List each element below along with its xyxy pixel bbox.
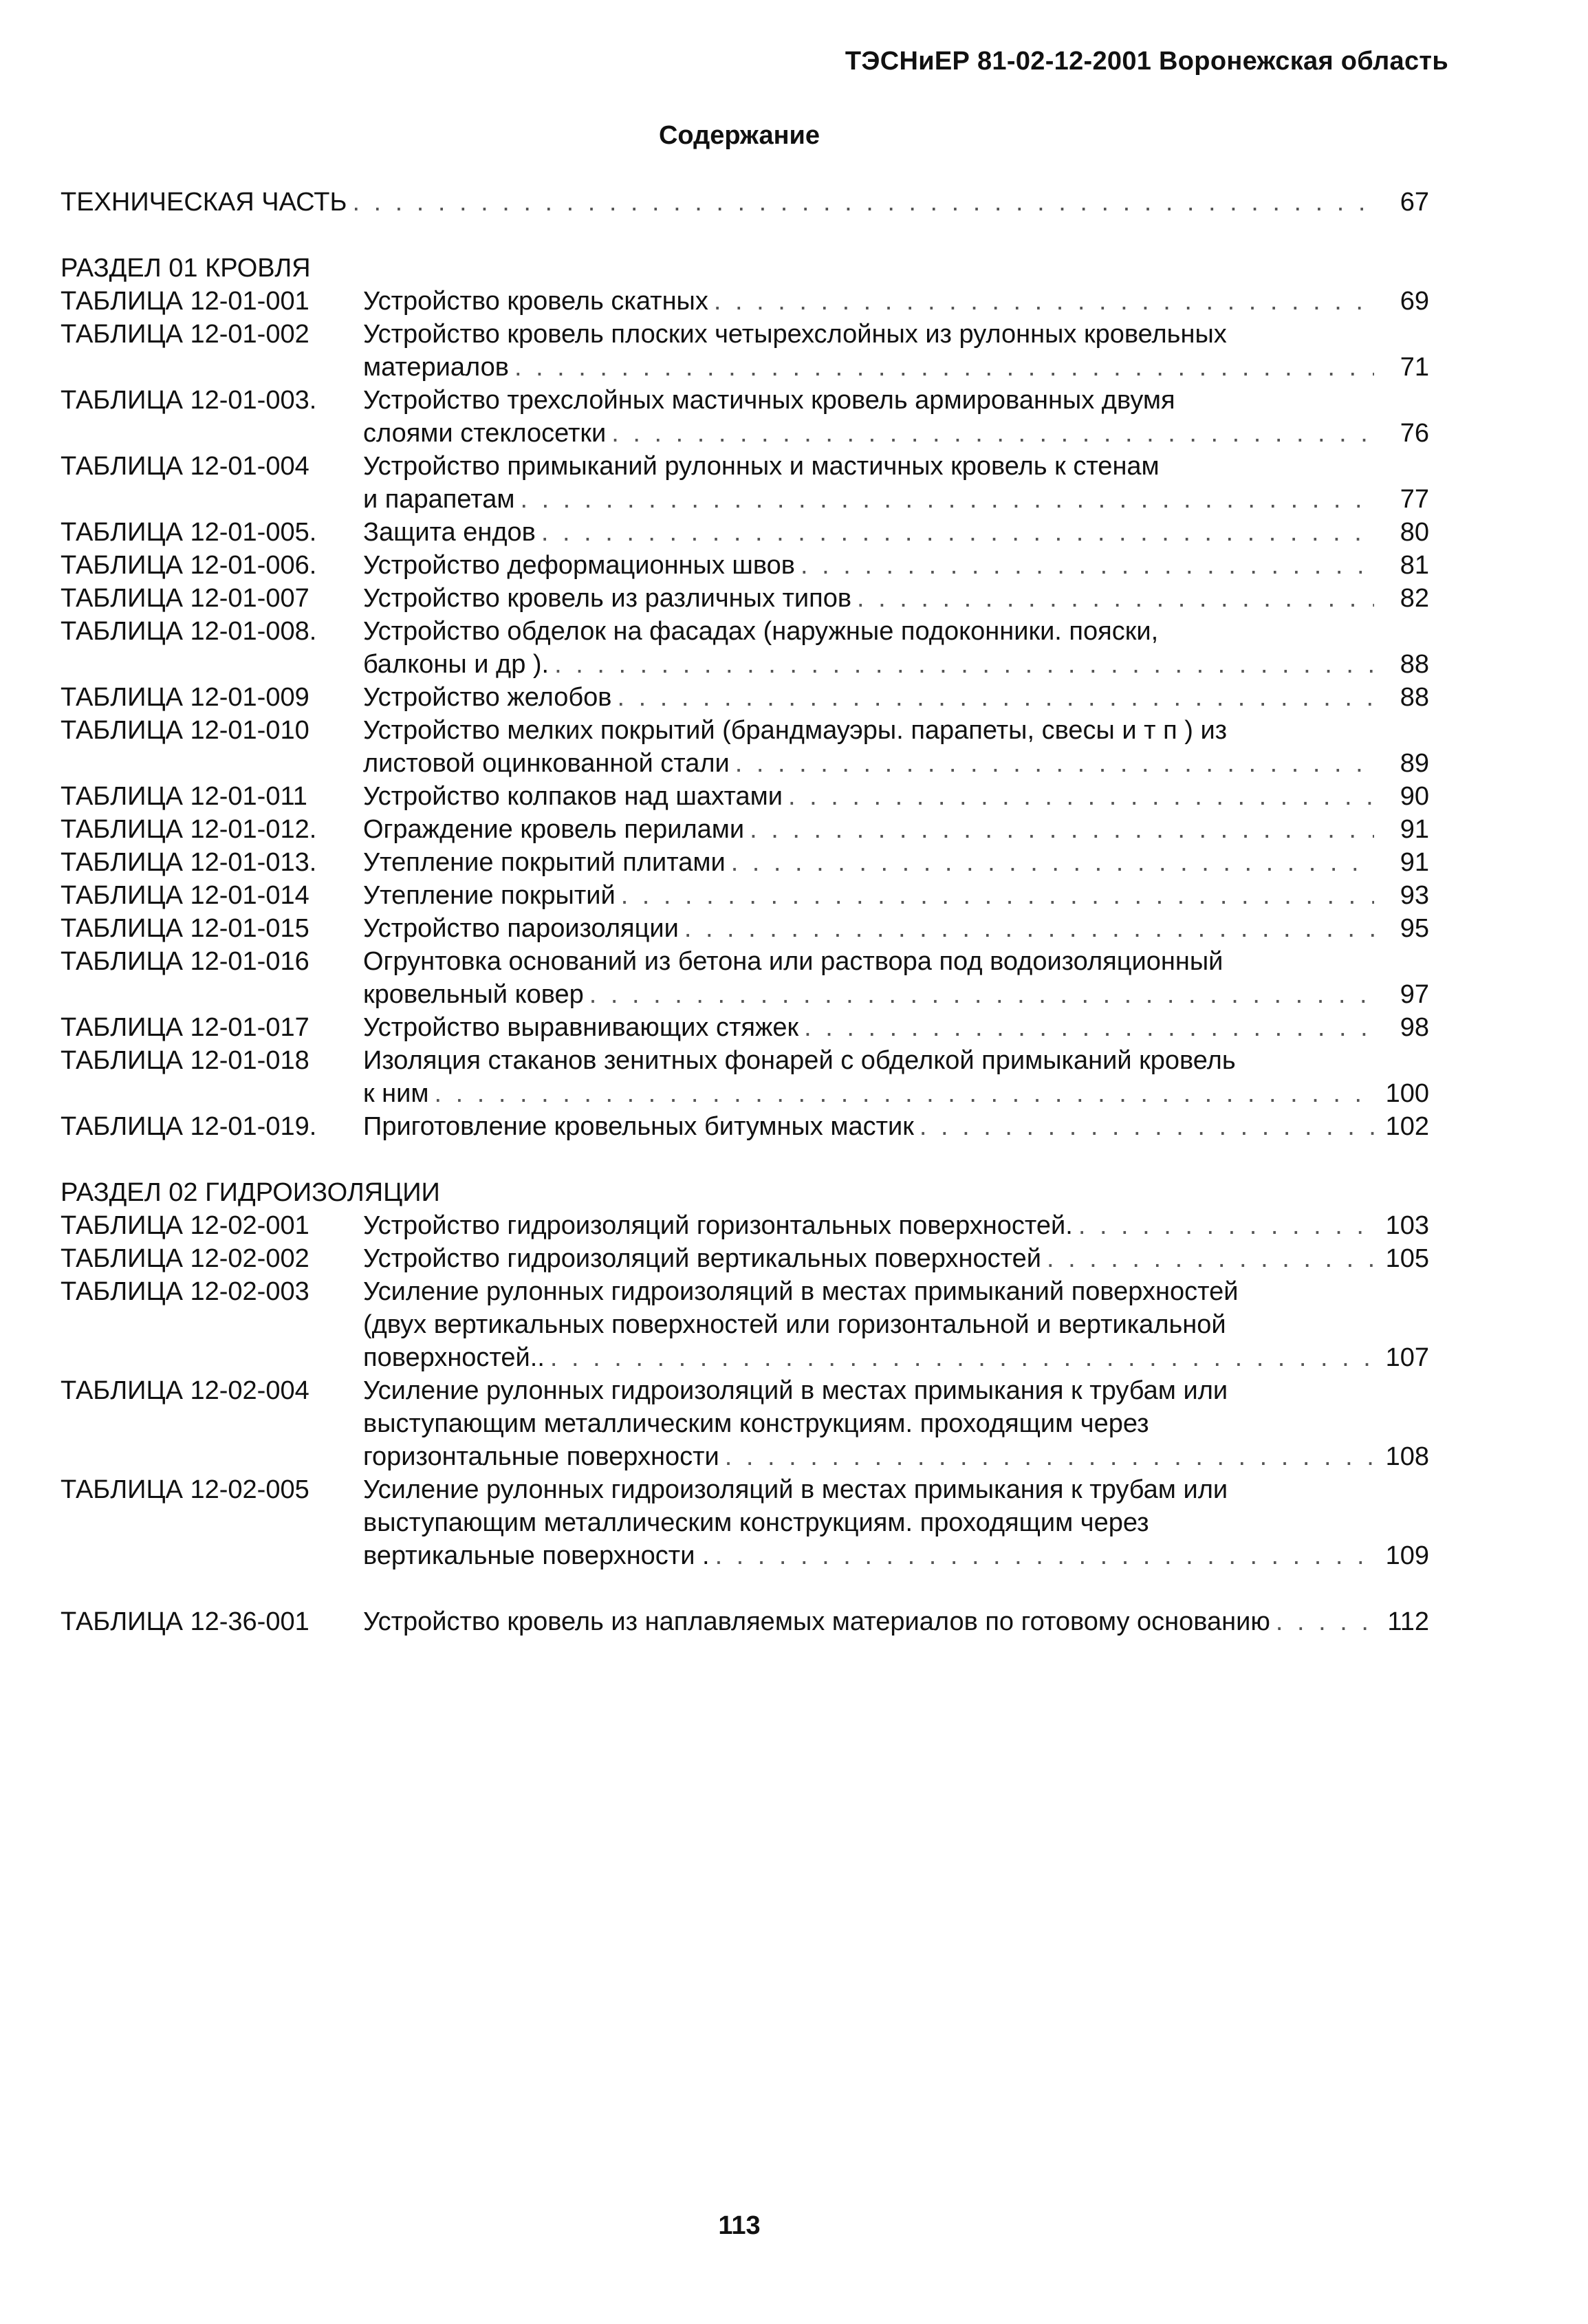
toc-entry-line <box>363 351 1429 384</box>
toc-page-number: 112 <box>1387 1607 1429 1636</box>
toc-entry[interactable] <box>61 450 1429 516</box>
dot-leader <box>750 813 1374 846</box>
toc-entry[interactable] <box>61 1110 1429 1143</box>
toc-entry-code: ТАБЛИЦА 12-01-008. <box>61 617 317 646</box>
toc-entry-text: Ограждение кровель перилами <box>363 815 745 844</box>
toc-entry-line <box>363 615 1429 648</box>
toc-entry[interactable] <box>61 384 1429 450</box>
toc-entry-description <box>363 1473 1429 1572</box>
toc-entry[interactable] <box>61 813 1429 846</box>
toc-entry-line <box>363 549 1429 582</box>
dot-leader <box>435 1077 1374 1110</box>
toc-entry[interactable] <box>61 1011 1429 1044</box>
toc-entry-line <box>363 1275 1429 1308</box>
toc-page-number: 107 <box>1385 1343 1429 1372</box>
toc-entry-description <box>363 879 1429 912</box>
toc-page-number: 67 <box>1400 188 1429 217</box>
toc-page-number: 81 <box>1400 551 1429 580</box>
toc-entry-description <box>363 1374 1429 1473</box>
toc-entry[interactable] <box>61 1605 1429 1638</box>
section-gap <box>61 1143 1429 1176</box>
toc-entry-line <box>363 285 1429 318</box>
toc-entry-code: ТАБЛИЦА 12-01-004 <box>61 452 309 481</box>
toc-entry-line <box>363 1044 1429 1077</box>
toc-entry[interactable] <box>61 1473 1429 1572</box>
toc-page-number: 109 <box>1385 1541 1429 1570</box>
dot-leader <box>684 912 1374 945</box>
toc-entry[interactable] <box>61 516 1429 549</box>
toc-entry-code: ТАБЛИЦА 12-01-001 <box>61 287 309 316</box>
dot-leader <box>731 846 1374 879</box>
toc-sections <box>61 252 1429 1638</box>
toc-entry-text: Изоляция стаканов зенитных фонарей с обделкой примыканий кровель <box>363 1046 1236 1075</box>
toc-entry-text: и парапетам <box>363 485 515 514</box>
toc-entry-text: Устройство гидроизоляций горизонтальных поверхностей. <box>363 1211 1073 1240</box>
dot-leader <box>714 285 1374 318</box>
toc-entry-line <box>363 648 1429 681</box>
toc-entry-line <box>363 450 1429 483</box>
toc-entry-line <box>363 582 1429 615</box>
toc-entry-text: горизонтальные поверхности <box>363 1442 719 1471</box>
toc-page-number: 97 <box>1400 980 1429 1009</box>
toc-entry[interactable] <box>61 318 1429 384</box>
toc-entry-code: ТАБЛИЦА 12-01-019. <box>61 1112 317 1141</box>
toc-entry-line <box>363 912 1429 945</box>
dot-leader <box>857 582 1374 615</box>
toc-entry-text: Устройство гидроизоляций вертикальных поверхностей <box>363 1244 1041 1273</box>
toc-entry-line <box>363 747 1429 780</box>
toc-entry-description <box>363 1110 1429 1143</box>
toc-entry[interactable] <box>61 780 1429 813</box>
toc-entry[interactable] <box>61 1044 1429 1110</box>
dot-leader <box>541 516 1374 549</box>
toc-section <box>61 1143 1429 1572</box>
toc-entry-description <box>363 813 1429 846</box>
toc-entry-line <box>363 1440 1429 1473</box>
section-gap <box>61 1572 1429 1605</box>
toc-entry-line <box>363 846 1429 879</box>
page-title: Содержание <box>658 121 820 150</box>
toc-entry-text: Устройство кровель плоских четырехслойных из рулонных кровельных <box>363 320 1227 349</box>
toc-entry-text: Устройство колпаков над шахтами <box>363 782 783 811</box>
toc-technical-part-label: ТЕХНИЧЕСКАЯ ЧАСТЬ <box>61 188 347 217</box>
toc-entry[interactable] <box>61 945 1429 1011</box>
toc-entry-text: к ним <box>363 1079 429 1108</box>
toc-entry-line <box>363 1407 1429 1440</box>
toc-entry-text: выступающим металлическим конструкциям. проходящим через <box>363 1409 1149 1438</box>
toc-entry-text: Приготовление кровельных битумных мастик <box>363 1112 914 1141</box>
dot-leader <box>589 978 1374 1011</box>
toc-entry-text: листовой оцинкованной стали <box>363 749 730 778</box>
toc-entry-description <box>363 780 1429 813</box>
toc-page-number: 91 <box>1400 848 1429 877</box>
toc-entry-text: поверхностей.. <box>363 1343 545 1372</box>
toc-entry-code: ТАБЛИЦА 12-01-017 <box>61 1013 309 1042</box>
toc-page-number: 88 <box>1400 650 1429 679</box>
toc-entry-description <box>363 285 1429 318</box>
dot-leader <box>1276 1605 1374 1638</box>
toc-entry-text: Усиление рулонных гидроизоляций в местах примыкания к трубам или <box>363 1475 1228 1504</box>
toc-entry-text: Устройство кровель из различных типов <box>363 584 852 613</box>
toc-entry-line <box>363 978 1429 1011</box>
toc-entry[interactable] <box>61 285 1429 318</box>
toc-entry-text: Устройство пароизоляции <box>363 914 679 943</box>
dot-leader <box>621 879 1374 912</box>
toc-entry-description <box>363 1209 1429 1242</box>
dot-leader <box>788 780 1374 813</box>
toc-entry-code: ТАБЛИЦА 12-02-004 <box>61 1376 309 1405</box>
toc-entry[interactable] <box>61 846 1429 879</box>
toc-entry-code: ТАБЛИЦА 12-01-018 <box>61 1046 309 1075</box>
toc-entry-description <box>363 384 1429 450</box>
toc-entry-code: ТАБЛИЦА 12-02-002 <box>61 1244 309 1273</box>
toc-section <box>61 1572 1429 1638</box>
toc-page-number: 98 <box>1400 1013 1429 1042</box>
toc-entry-code: ТАБЛИЦА 12-02-003 <box>61 1277 309 1306</box>
toc-entry-description <box>363 681 1429 714</box>
toc-entry[interactable] <box>61 1374 1429 1473</box>
toc-page-number: 89 <box>1400 749 1429 778</box>
toc-entry[interactable] <box>61 1275 1429 1374</box>
toc-entry-line <box>363 1341 1429 1374</box>
toc-entry-line <box>363 1110 1429 1143</box>
toc-entry-code: ТАБЛИЦА 12-01-015 <box>61 914 309 943</box>
toc-entry-line <box>363 879 1429 912</box>
toc-entry-text: Устройство деформационных швов <box>363 551 795 580</box>
toc-entry-text: Устройство трехслойных мастичных кровель армированных двумя <box>363 386 1175 415</box>
toc-entry-description <box>363 714 1429 780</box>
toc-entry-text: Устройство мелких покрытий (брандмауэры. парапеты, свесы и т п ) из <box>363 716 1228 745</box>
toc-entry-code: ТАБЛИЦА 12-36-001 <box>61 1607 309 1636</box>
toc-entry-line <box>363 1539 1429 1572</box>
toc-entry-text: Усиление рулонных гидроизоляций в местах примыканий поверхностей <box>363 1277 1239 1306</box>
toc-entry[interactable] <box>61 714 1429 780</box>
toc-page-number: 88 <box>1400 683 1429 712</box>
toc-entry-description <box>363 1242 1429 1275</box>
toc-entry-line <box>363 516 1429 549</box>
toc-entry-line <box>363 1605 1429 1638</box>
toc-entry-code: ТАБЛИЦА 12-01-006. <box>61 551 317 580</box>
toc-page-number: 103 <box>1385 1211 1429 1240</box>
toc-entry-code: ТАБЛИЦА 12-01-002 <box>61 320 309 349</box>
toc-technical-part[interactable] <box>61 186 1429 219</box>
toc-entry-code: ТАБЛИЦА 12-01-013. <box>61 848 317 877</box>
toc-page-number: 80 <box>1400 518 1429 547</box>
toc-entry[interactable] <box>61 879 1429 912</box>
toc-entry-code: ТАБЛИЦА 12-02-005 <box>61 1475 309 1504</box>
toc-page-number: 93 <box>1400 881 1429 910</box>
toc-page-number: 108 <box>1385 1442 1429 1471</box>
toc-entry-line <box>363 1209 1429 1242</box>
dot-leader <box>1047 1242 1374 1275</box>
toc-entry[interactable] <box>61 912 1429 945</box>
toc-page-number: 102 <box>1385 1112 1429 1141</box>
toc-entry-line <box>363 417 1429 450</box>
toc-page-number: 105 <box>1385 1244 1429 1273</box>
toc-entry-description <box>363 516 1429 549</box>
toc-entry-description <box>363 912 1429 945</box>
toc-page-number: 76 <box>1400 419 1429 448</box>
toc-entry-description <box>363 1605 1429 1638</box>
dot-leader <box>801 549 1374 582</box>
page-number: 113 <box>718 2211 761 2240</box>
toc-entry-description <box>363 615 1429 681</box>
dot-leader <box>735 747 1374 780</box>
toc-entry-line <box>363 1374 1429 1407</box>
dot-leader <box>804 1011 1374 1044</box>
toc-entry-line <box>363 1077 1429 1110</box>
toc-entry-text: слоями стеклосетки <box>363 419 607 448</box>
dot-leader <box>715 1539 1374 1572</box>
toc-entry-description <box>363 1044 1429 1110</box>
toc-entry-text: Устройство кровель из наплавляемых материалов по готовому основанию <box>363 1607 1270 1636</box>
toc-entry-description <box>363 945 1429 1011</box>
toc-entry-text: Огрунтовка оснований из бетона или раствора под водоизоляционный <box>363 947 1223 976</box>
toc-entry-text: Устройство обделок на фасадах (наружные подоконники. пояски, <box>363 617 1159 646</box>
toc-entry-code: ТАБЛИЦА 12-01-011 <box>61 782 307 811</box>
toc-entry-code: ТАБЛИЦА 12-02-001 <box>61 1211 309 1240</box>
dot-leader <box>514 351 1374 384</box>
toc-entry-line <box>363 714 1429 747</box>
table-of-contents <box>61 186 1429 1638</box>
toc-entry-line <box>363 945 1429 978</box>
toc-entry-code: ТАБЛИЦА 12-01-005. <box>61 518 317 547</box>
toc-entry[interactable] <box>61 1242 1429 1275</box>
toc-entry-text: Утепление покрытий <box>363 881 616 910</box>
toc-entry-text: Устройство кровель скатных <box>363 287 708 316</box>
dot-leader <box>554 648 1374 681</box>
toc-page-number: 77 <box>1400 485 1429 514</box>
toc-page-number: 82 <box>1400 584 1429 613</box>
toc-page-number: 100 <box>1385 1079 1429 1108</box>
dot-leader <box>352 186 1374 219</box>
toc-page-number: 95 <box>1400 914 1429 943</box>
toc-entry-line <box>363 1308 1429 1341</box>
toc-entry-description <box>363 549 1429 582</box>
section-title: РАЗДЕЛ 01 КРОВЛЯ <box>61 254 311 283</box>
toc-entry-text: Устройство выравнивающих стяжек <box>363 1013 799 1042</box>
toc-entry-text: (двух вертикальных поверхностей или горизонтальной и вертикальной <box>363 1310 1226 1339</box>
dot-leader <box>920 1110 1374 1143</box>
toc-entry-text: балконы и др ). <box>363 650 550 679</box>
dot-leader <box>611 417 1374 450</box>
toc-entry-text: вертикальные поверхности . <box>363 1541 710 1570</box>
document-header: ТЭСНиЕР 81-02-12-2001 Воронежская область <box>845 47 1448 76</box>
toc-entry-description <box>363 450 1429 516</box>
dot-leader <box>550 1341 1374 1374</box>
toc-entry-description <box>363 318 1429 384</box>
dot-leader <box>617 681 1374 714</box>
toc-page-number: 90 <box>1400 782 1429 811</box>
toc-page-number: 69 <box>1400 287 1429 316</box>
toc-entry[interactable] <box>61 1209 1429 1242</box>
toc-entry-line <box>363 1473 1429 1506</box>
toc-entry-line <box>363 1506 1429 1539</box>
dot-leader <box>725 1440 1374 1473</box>
toc-entry[interactable] <box>61 549 1429 582</box>
toc-entry-line <box>363 681 1429 714</box>
toc-entry-code: ТАБЛИЦА 12-01-012. <box>61 815 317 844</box>
toc-entry-text: Усиление рулонных гидроизоляций в местах примыкания к трубам или <box>363 1376 1228 1405</box>
dot-leader <box>520 483 1374 516</box>
toc-entry-code: ТАБЛИЦА 12-01-009 <box>61 683 309 712</box>
toc-entry-line <box>363 1011 1429 1044</box>
toc-entry-line <box>363 780 1429 813</box>
toc-section <box>61 252 1429 1143</box>
toc-entry-code: ТАБЛИЦА 12-01-003. <box>61 386 317 415</box>
toc-entry-text: выступающим металлическим конструкциям. проходящим через <box>363 1508 1149 1537</box>
section-title: РАЗДЕЛ 02 ГИДРОИЗОЛЯЦИИ <box>61 1178 440 1207</box>
toc-entry-description <box>363 1275 1429 1374</box>
toc-entry-code: ТАБЛИЦА 12-01-007 <box>61 584 309 613</box>
toc-entry[interactable] <box>61 582 1429 615</box>
toc-entry-code: ТАБЛИЦА 12-01-016 <box>61 947 309 976</box>
toc-entry-text: Устройство примыканий рулонных и мастичных кровель к стенам <box>363 452 1160 481</box>
toc-entry-line <box>363 1242 1429 1275</box>
toc-entry[interactable] <box>61 615 1429 681</box>
toc-entry-line <box>363 384 1429 417</box>
toc-entry-text: Защита ендов <box>363 518 536 547</box>
toc-entry-code: ТАБЛИЦА 12-01-014 <box>61 881 309 910</box>
toc-entry-text: материалов <box>363 353 509 382</box>
toc-entry-text: Устройство желобов <box>363 683 612 712</box>
toc-entry-code: ТАБЛИЦА 12-01-010 <box>61 716 309 745</box>
toc-entry-text: кровельный ковер <box>363 980 584 1009</box>
toc-page-number: 91 <box>1400 815 1429 844</box>
toc-entry-line <box>363 813 1429 846</box>
toc-entry[interactable] <box>61 681 1429 714</box>
dot-leader <box>1078 1209 1374 1242</box>
toc-entry-line <box>363 483 1429 516</box>
toc-entry-line <box>363 318 1429 351</box>
toc-entry-description <box>363 582 1429 615</box>
toc-page-number: 71 <box>1400 353 1429 382</box>
toc-entry-text: Утепление покрытий плитами <box>363 848 726 877</box>
toc-entry-description <box>363 1011 1429 1044</box>
toc-entry-description <box>363 846 1429 879</box>
